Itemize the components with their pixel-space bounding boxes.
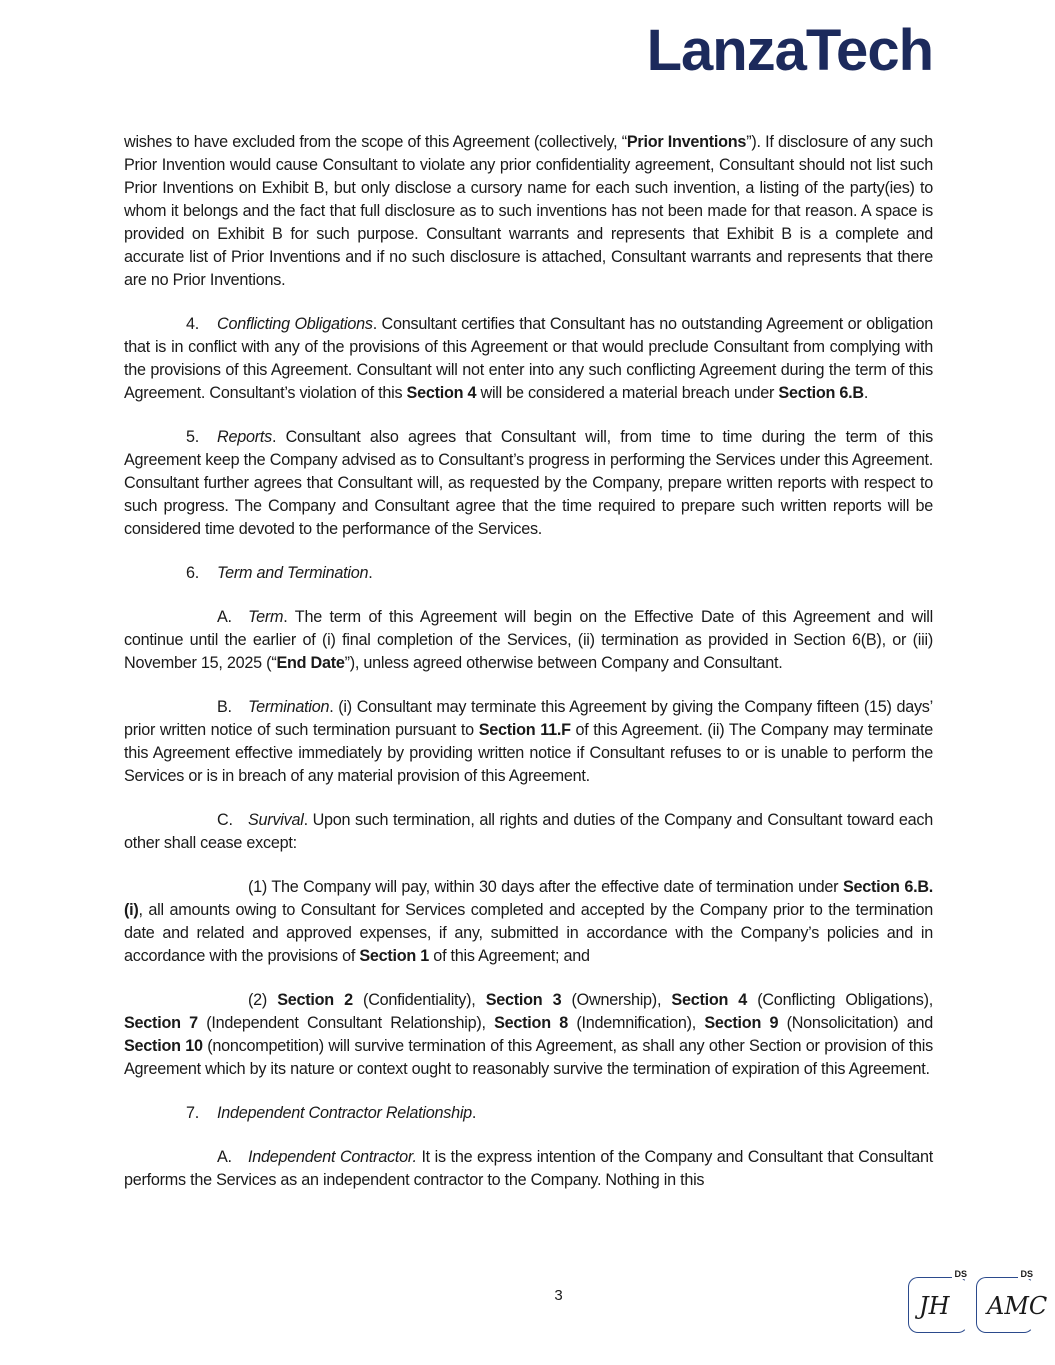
section-title: Conflicting Obligations <box>217 315 373 333</box>
section-reference: Section 7 <box>124 1014 198 1032</box>
section-reference: Section 6.B.(i) <box>124 878 934 919</box>
section-7 <box>124 1102 933 1125</box>
text: . <box>471 1104 477 1122</box>
section-reference: Section 6.B <box>778 384 864 402</box>
subsection-label: C. <box>217 811 233 829</box>
section-6b <box>124 696 933 788</box>
company-logo: LanzaTech <box>646 18 933 83</box>
text: ”), unless agreed otherwise between Company and Consultant. <box>344 654 783 672</box>
section-reference: Section 1 <box>359 947 430 965</box>
section-number: 4. <box>186 315 200 333</box>
text: ”). If disclosure of any such Prior Invention would cause Consultant to violate any prior confidentiality agreement, Consultant should not list such Prior Inventions on Exhibit B, but only disclose a cursory name for each such invention, a listing of the party(ies) to whom it belongs and the fact that full disclosure as to such inventions has not been made for that reason. A space is provided on Exhibit B for such purpose. Consultant warrants and represents that Exhibit B is a complete and accurate list of Prior Inventions and if no such disclosure is attached, Consultant warrants and represents that there are no Prior Inventions. <box>124 133 933 289</box>
section-6c-2 <box>124 989 933 1081</box>
section-title: Term and Termination <box>217 564 369 582</box>
text: . <box>863 384 869 402</box>
ds-tag: DS <box>954 1269 967 1279</box>
subsection-label: A. <box>217 1148 232 1166</box>
text: . The term of this Agreement will begin on the Effective Date of this Agreement and will continue until the earlier of (i) final completion of the Services, (ii) termination as provided in Section 6(B), or (iii) November 15, 2025 (“ <box>124 608 933 672</box>
text: (2) <box>248 991 278 1009</box>
text: . Consultant certifies that Consultant has no outstanding Agreement or obligation that is in conflict with any of the provisions of this Agreement or that would preclude Consultant from complying with the provisions of this Agreement. Consultant will not enter into any such conflicting Agreement during the term of this Agreement. Consultant’s violation of this <box>124 315 933 402</box>
section-title: Independent Contractor Relationship <box>217 1104 472 1122</box>
page-number: 3 <box>554 1287 563 1304</box>
text: (Conflicting Obligations), <box>747 991 934 1009</box>
text: , all amounts owing to Consultant for Services completed and accepted by the Company prior to the termination date and related and approved expenses, if any, submitted in accordance with the Company’s policies and in accordance with the provisions of <box>124 901 933 965</box>
subsection-label: A. <box>217 608 232 626</box>
defined-term: Prior Inventions <box>626 133 747 151</box>
section-7a <box>124 1146 933 1192</box>
text: . Upon such termination, all rights and duties of the Company and Consultant toward each other shall cease except: <box>124 811 933 852</box>
section-reference: Section 10 <box>124 1037 203 1055</box>
docusign-initials-box <box>976 1269 1048 1333</box>
subsection-title: Survival <box>248 811 304 829</box>
subsection-title: Term <box>248 608 284 626</box>
text: of this Agreement. (ii) The Company may terminate this Agreement effective immediately by providing written notice if Consultant refuses to or is unable to perform the Services or is in breach of any material provision of this Agreement. <box>124 721 933 785</box>
section-6a <box>124 606 933 675</box>
section-reference: Section 4 <box>671 991 748 1009</box>
subsection-label: B. <box>217 698 232 716</box>
subsection-title: Independent Contractor. <box>248 1148 417 1166</box>
text: (1) The Company will pay, within 30 days after the effective date of termination under <box>248 878 843 896</box>
section-reference: Section 4 <box>406 384 477 402</box>
text: (Independent Consultant Relationship), <box>197 1014 495 1032</box>
text: (noncompetition) will survive termination of this Agreement, as shall any other Section or provision of this Agreement which by its nature or context ought to reasonably survive the termination of expiration of this Agreement. <box>124 1037 933 1078</box>
text: . <box>368 564 373 582</box>
section-reference: Section 8 <box>494 1014 568 1032</box>
section-4 <box>124 313 933 405</box>
text: . Consultant also agrees that Consultant will, from time to time during the term of this Agreement keep the Company advised as to Consultant’s progress in performing the Services under this Agreement. Consultant further agrees that Consultant will, as requested by the Company, prepare written reports with respect to such progress. The Company and Consultant agree that the time required to prepare such written reports will be considered time devoted to the performance of the Services. <box>124 428 933 538</box>
section-reference: Section 9 <box>704 1014 779 1032</box>
signature-initials: AMC <box>987 1292 1048 1320</box>
section-reference: Section 11.F <box>478 721 571 739</box>
section-5 <box>124 426 933 541</box>
section-number: 7. <box>186 1104 200 1122</box>
text: wishes to have excluded from the scope of this Agreement (collectively, “ <box>124 133 627 151</box>
text: It is the express intention of the Company and Consultant that Consultant performs the Services as an independent contractor to the Company. Nothing in this <box>124 1148 934 1189</box>
document-body <box>124 131 933 1192</box>
subsection-title: Termination <box>248 698 330 716</box>
section-reference: Section 3 <box>485 991 562 1009</box>
paragraph-prior-inventions <box>124 131 933 292</box>
text: (Indemnification), <box>567 1014 705 1032</box>
text: (Ownership), <box>561 991 672 1009</box>
signature-initials: JH <box>919 1292 950 1320</box>
section-number: 5. <box>186 428 200 446</box>
text: (Confidentiality), <box>352 991 486 1009</box>
section-number: 6. <box>186 564 200 582</box>
section-6c <box>124 809 933 855</box>
section-reference: Section 2 <box>277 991 353 1009</box>
defined-term: End Date <box>276 654 345 672</box>
text: of this Agreement; and <box>429 947 590 965</box>
ds-tag: DS <box>1020 1269 1033 1279</box>
section-6 <box>124 562 933 585</box>
section-title: Reports <box>217 428 272 446</box>
text: will be considered a material breach under <box>476 384 779 402</box>
section-6c-1 <box>124 876 933 968</box>
text: (Nonsolicitation) and <box>778 1014 934 1032</box>
text: . (i) Consultant may terminate this Agreement by giving the Company fifteen (15) days’ prior written notice of such termination pursuant to <box>124 698 933 739</box>
docusign-initials-box <box>908 1269 968 1333</box>
